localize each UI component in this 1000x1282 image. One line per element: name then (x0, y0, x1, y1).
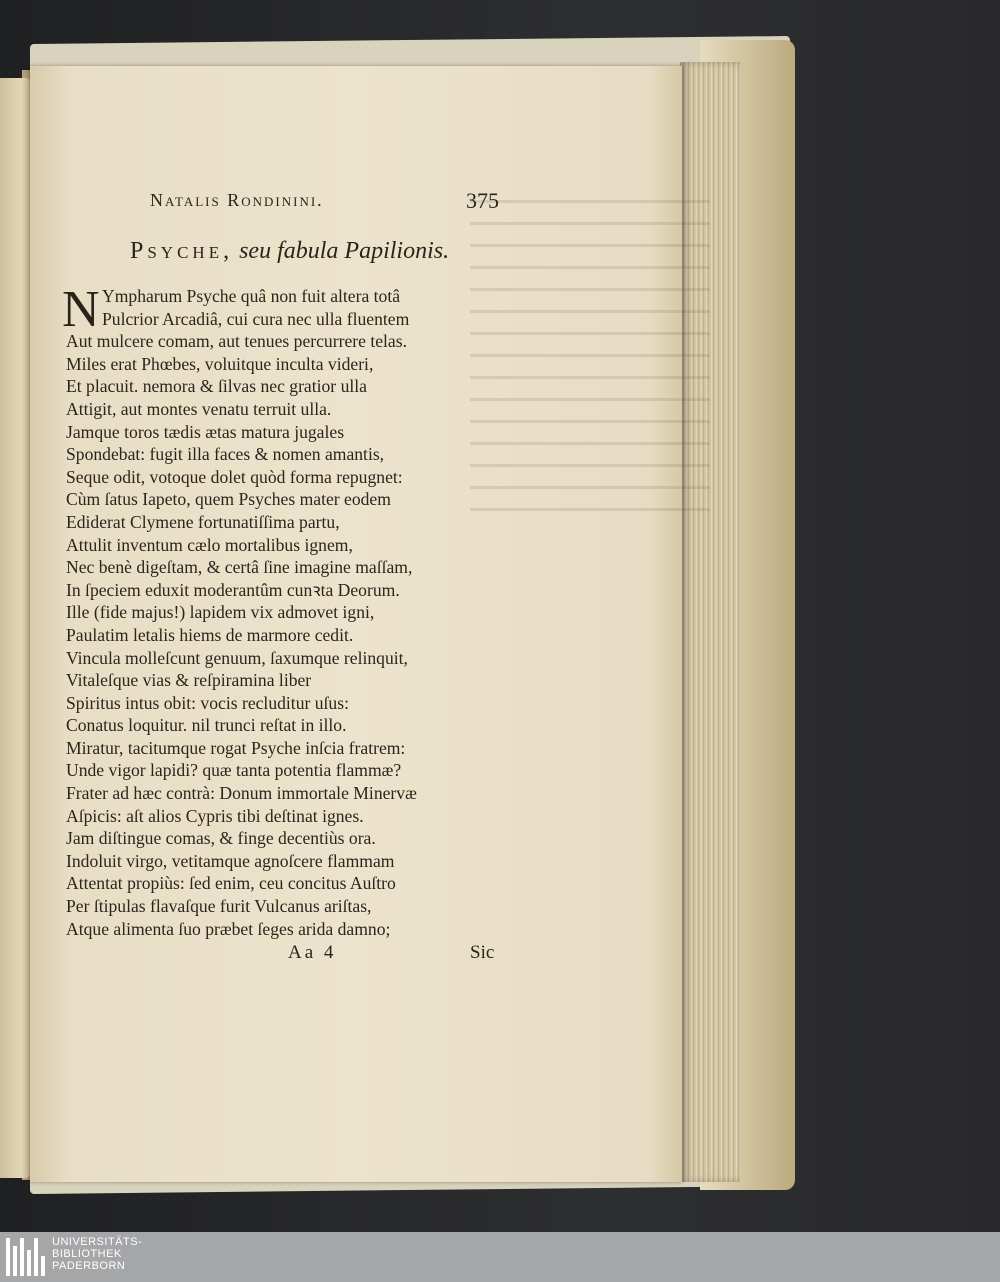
poem-line: Pulcrior Arcadiâ, cui cura nec ulla fluentem (102, 308, 410, 329)
poem-line: Ympharum Psyche quâ non fuit altera totâ (102, 286, 401, 306)
library-logo-icon (6, 1238, 46, 1276)
poem-line: Miles erat Phœbes, voluitque inculta videri, (66, 353, 374, 374)
poem-title-subtitle: seu fabula Papilionis. (233, 238, 450, 264)
left-page-sliver (0, 78, 30, 1178)
poem-line: Attulit inventum cælo mortalibus ignem, (66, 534, 353, 555)
poem-text (66, 285, 516, 940)
poem-line: Indoluit virgo, vetitamque agnoſcere flammam (66, 850, 395, 871)
poem-line: Ediderat Clymene fortunatiſſima partu, (66, 511, 340, 532)
poem-line: Aut mulcere comam, aut tenues percurrere telas. (66, 331, 407, 352)
poem-line: Miratur, tacitumque rogat Psyche inſcia fratrem: (66, 737, 406, 758)
poem-line: Vincula molleſcunt genuum, ſaxumque relinquit, (66, 647, 408, 668)
page-number: 375 (466, 188, 499, 213)
poem-line: Attentat propiùs: ſed enim, ceu concitus Auſtro (66, 873, 396, 894)
poem-line: Per ſtipulas flavaſque furit Vulcanus ariſtas, (66, 896, 372, 917)
running-head: Natalis Rondinini. (150, 190, 324, 210)
signature-mark: Aa 4 (288, 942, 337, 963)
poem-line: Ille (fide majus!) lapidem vix admovet igni, (66, 602, 375, 623)
library-name-line: BIBLIOTHEK (52, 1248, 122, 1260)
poem-line: Aſpicis: aſt alios Cypris tibi deſtinat ignes. (66, 805, 364, 826)
poem-line: Conatus loquitur. nil trunci reſtat in illo. (66, 715, 347, 736)
catchword: Sic (470, 942, 495, 963)
library-name-line: PADERBORN (52, 1260, 126, 1272)
library-name-line: UNIVERSITÄTS- (52, 1236, 143, 1248)
poem-title-name: Psyche, (130, 238, 234, 264)
poem-line: Attigit, aut montes venatu terruit ulla. (66, 398, 332, 419)
library-footer (0, 1232, 1000, 1282)
poem-title (130, 238, 449, 265)
poem-line: Jamque toros tædis ætas matura jugales (66, 421, 345, 442)
poem-line: Spiritus intus obit: vocis recluditur uſus: (66, 692, 349, 713)
poem-line: Unde vigor lapidi? quæ tanta potentia flammæ? (66, 760, 402, 781)
poem-line: Et placuit. nemora & ſilvas nec gratior ulla (66, 376, 367, 397)
drop-cap: N (62, 281, 100, 338)
poem-line: Frater ad hæc contrà: Donum immortale Minervæ (66, 783, 417, 804)
poem-line: Cùm ſatus Iapeto, quem Psyches mater eodem (66, 489, 391, 510)
library-name (52, 1236, 142, 1272)
poem-line: Jam diſtingue comas, & finge decentiùs ora. (66, 828, 376, 849)
poem-line: Atque alimenta ſuo præbet ſeges arida damno; (66, 918, 391, 939)
poem-line: Nec benè digeſtam, & certâ ſine imagine maſſam, (66, 557, 413, 578)
poem-line: Seque odit, votoque dolet quòd forma repugnet: (66, 466, 403, 487)
poem-line: Paulatim letalis hiems de marmore cedit. (66, 624, 354, 645)
poem-line: In ſpeciem eduxit moderantûm cunꝛta Deorum. (66, 579, 400, 600)
poem-line: Spondebat: fugit illa faces & nomen amantis, (66, 444, 385, 465)
poem-line: Vitaleſque vias & reſpiramina liber (66, 670, 312, 691)
